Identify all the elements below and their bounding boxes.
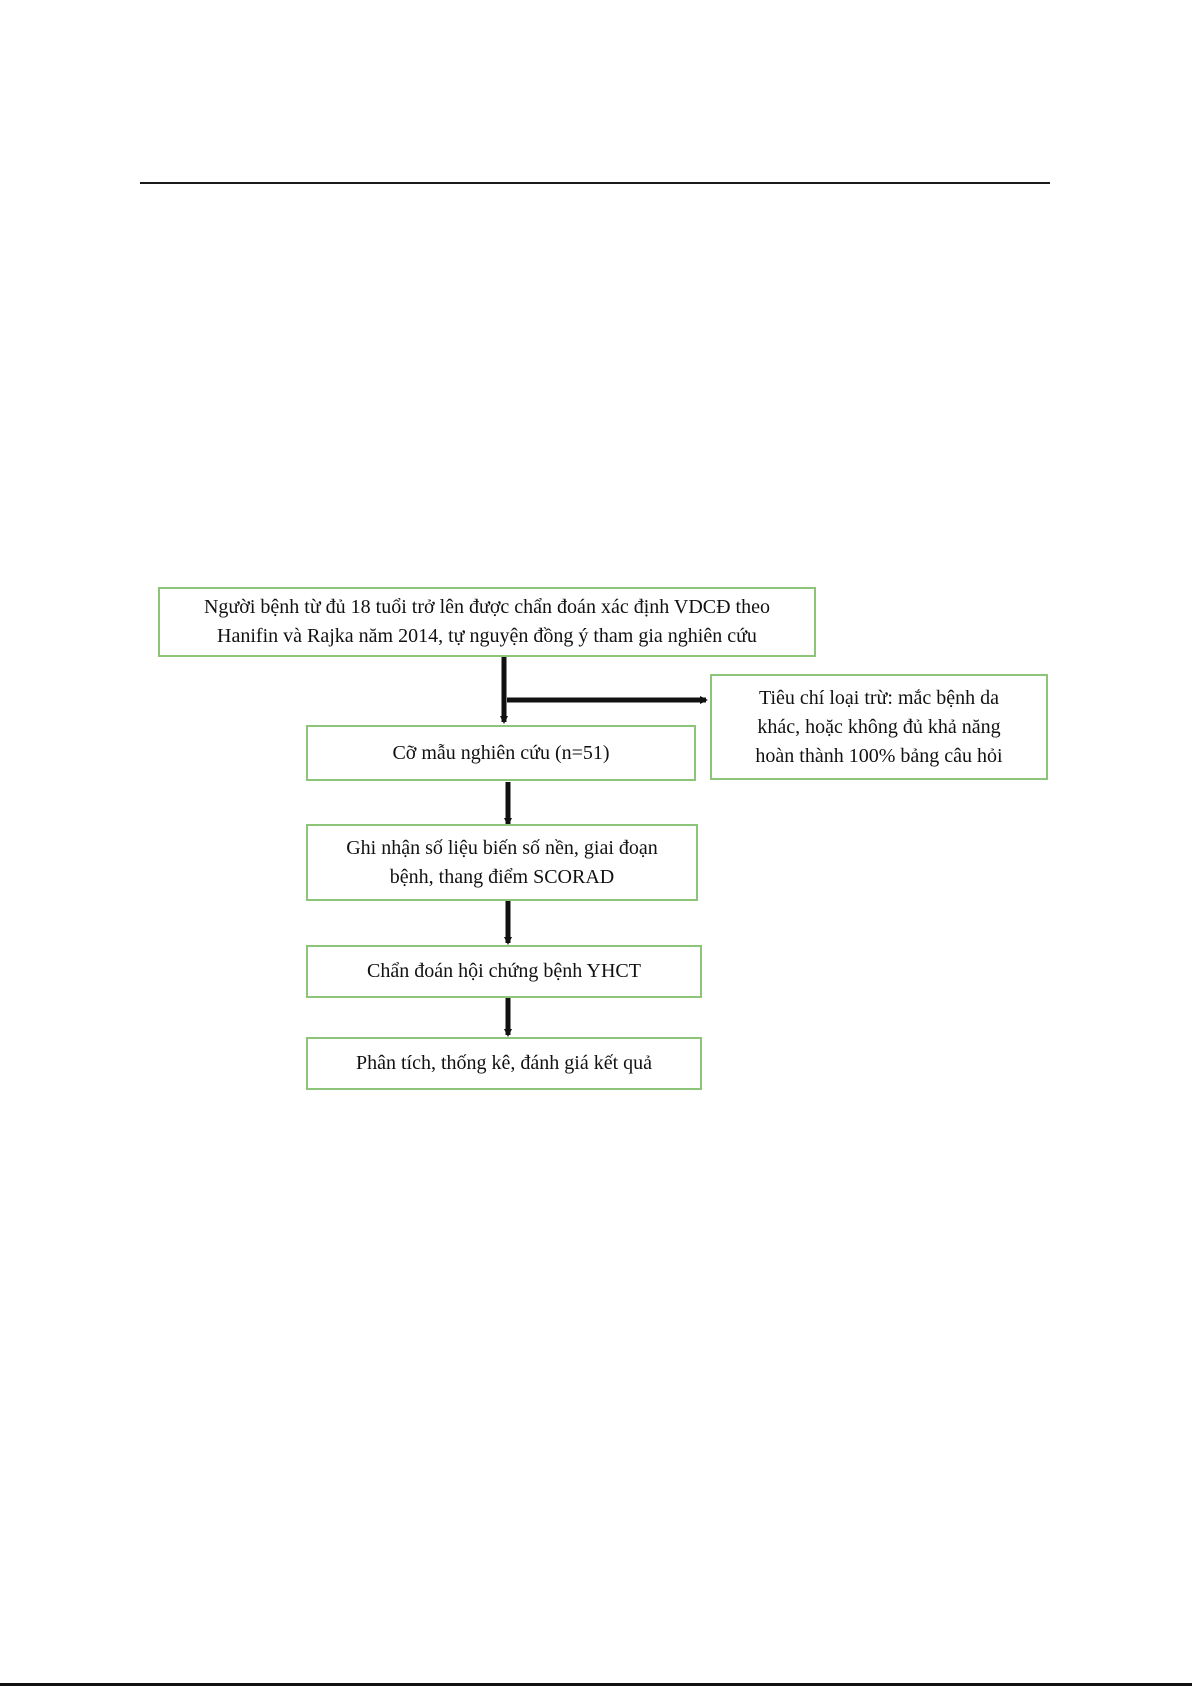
data-collection-text: Ghi nhận số liệu biến số nền, giai đoạn bệnh, thang điểm SCORAD: [346, 836, 658, 888]
syndrome-diagnosis-text: Chẩn đoán hội chứng bệnh YHCT: [367, 960, 641, 982]
inclusion-criteria-box: [158, 587, 816, 657]
sample-size-box: [306, 725, 696, 781]
exclusion-criteria-text: Tiêu chí loại trừ: mắc bệnh da khác, hoặc không đủ khả năng hoàn thành 100% bảng câu hỏi: [755, 686, 1003, 767]
inclusion-criteria-text: Người bệnh từ đủ 18 tuổi trở lên được chẩn đoán xác định VDCĐ theo Hanifin và Rajka năm 2014, tự nguyện đồng ý tham gia nghiên cứu: [203, 596, 770, 647]
analysis-text: Phân tích, thống kê, đánh giá kết quả: [355, 1052, 653, 1074]
sample-size-text: Cỡ mẫu nghiên cứu (n=51): [392, 741, 610, 764]
analysis-box: [306, 1037, 702, 1090]
data-collection-box: [306, 824, 698, 901]
exclusion-criteria-box: [710, 674, 1048, 780]
syndrome-diagnosis-box: [306, 945, 702, 998]
